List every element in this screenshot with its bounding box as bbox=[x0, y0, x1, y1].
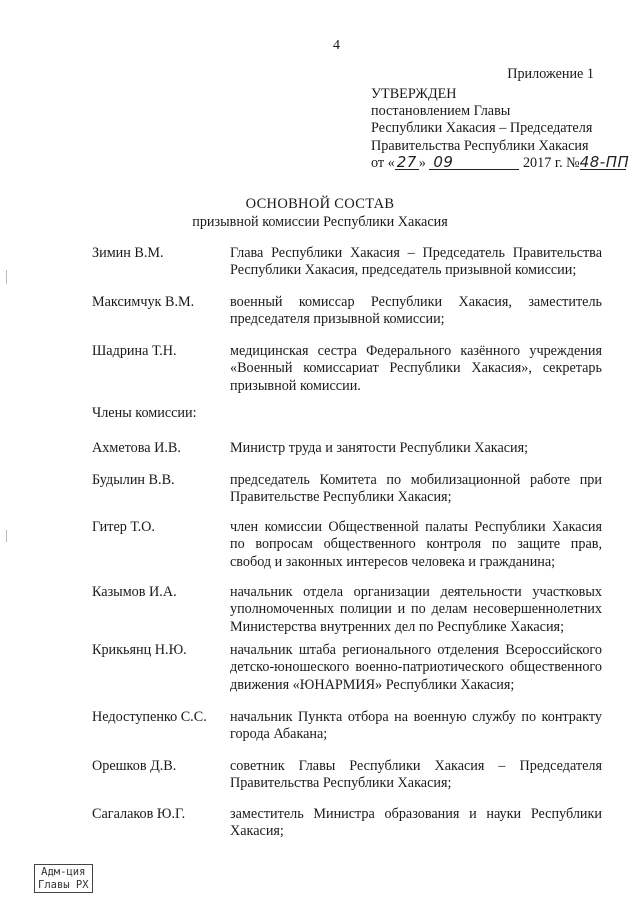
member-role: начальник отдела организации деятельности участковых уполномоченных полиции и по делам несовершеннолетних Министерства внутренних дел по Республике Хакасия; bbox=[230, 584, 602, 635]
member-name: Крикьянц Н.Ю. bbox=[92, 642, 187, 658]
member-role: медицинская сестра Федерального казённого учреждения «Военный комиссариат Республики Хакасия», секретарь призывной комиссии. bbox=[230, 343, 602, 394]
approval-line: Республики Хакасия – Председателя bbox=[371, 120, 593, 137]
member-name: Казымов И.А. bbox=[92, 584, 177, 600]
member-name: Гитер Т.О. bbox=[92, 519, 155, 535]
approval-block bbox=[371, 86, 630, 172]
date-year: 2017 г. № bbox=[522, 154, 580, 171]
scan-margin-mark bbox=[6, 270, 7, 284]
date-month-handwritten: 09 bbox=[429, 155, 519, 170]
member-role: начальник штаба регионального отделения Всероссийского детско-юношеского военно-патриотического общественного движения «ЮНАРМИЯ» Республики Хакасия; bbox=[230, 642, 602, 693]
decree-number-handwritten: 48-ПП bbox=[579, 152, 630, 171]
approved-heading: УТВЕРЖДЕН bbox=[371, 86, 457, 102]
member-role: Министр труда и занятости Республики Хакасия; bbox=[230, 440, 529, 456]
date-mid: » bbox=[418, 154, 426, 171]
member-role: советник Главы Республики Хакасия – Председателя Правительства Республики Хакасия; bbox=[230, 758, 602, 792]
member-name: Будылин В.В. bbox=[92, 472, 175, 488]
members-label: Члены комиссии: bbox=[92, 405, 197, 421]
member-role: военный комиссар Республики Хакасия, заместитель председателя призывной комиссии; bbox=[230, 294, 602, 328]
approval-line: постановлением Главы bbox=[371, 103, 511, 120]
scan-margin-mark bbox=[6, 530, 7, 542]
approval-date-line bbox=[371, 152, 630, 172]
member-name: Шадрина Т.Н. bbox=[92, 343, 177, 359]
member-name: Недоступенко С.С. bbox=[92, 709, 207, 725]
member-name: Зимин В.М. bbox=[92, 245, 164, 261]
member-name: Ахметова И.В. bbox=[92, 440, 181, 456]
page-number: 4 bbox=[333, 38, 340, 53]
date-day-handwritten: 27 bbox=[396, 152, 417, 171]
member-role: председатель Комитета по мобилизационной работе при Правительстве Республики Хакасия; bbox=[230, 472, 602, 506]
member-name: Орешков Д.В. bbox=[92, 758, 177, 774]
appendix-label: Приложение 1 bbox=[507, 66, 594, 82]
date-prefix: от « bbox=[371, 154, 395, 171]
approval-line: Правительства Республики Хакасия bbox=[371, 137, 589, 154]
member-role: Глава Республики Хакасия – Председатель Правительства Республики Хакасия, председатель призывной комиссии; bbox=[230, 245, 602, 279]
stamp-line: Адм-ция bbox=[41, 866, 86, 878]
registration-stamp bbox=[34, 864, 93, 893]
member-name: Сагалаков Ю.Г. bbox=[92, 806, 186, 822]
title-main: ОСНОВНОЙ СОСТАВ bbox=[245, 196, 395, 212]
member-role: член комиссии Общественной палаты Республики Хакасия по вопросам общественного контроля по защите прав, свобод и законных интересов человека и гражданина; bbox=[230, 519, 602, 570]
stamp-line: Главы РХ bbox=[38, 879, 89, 891]
document-title bbox=[0, 196, 640, 231]
member-role: начальник Пункта отбора на военную службу по контракту города Абакана; bbox=[230, 709, 602, 743]
member-role: заместитель Министра образования и науки Республики Хакасия; bbox=[230, 806, 602, 840]
title-sub: призывной комиссии Республики Хакасия bbox=[192, 213, 448, 230]
member-name: Максимчук В.М. bbox=[92, 294, 195, 310]
